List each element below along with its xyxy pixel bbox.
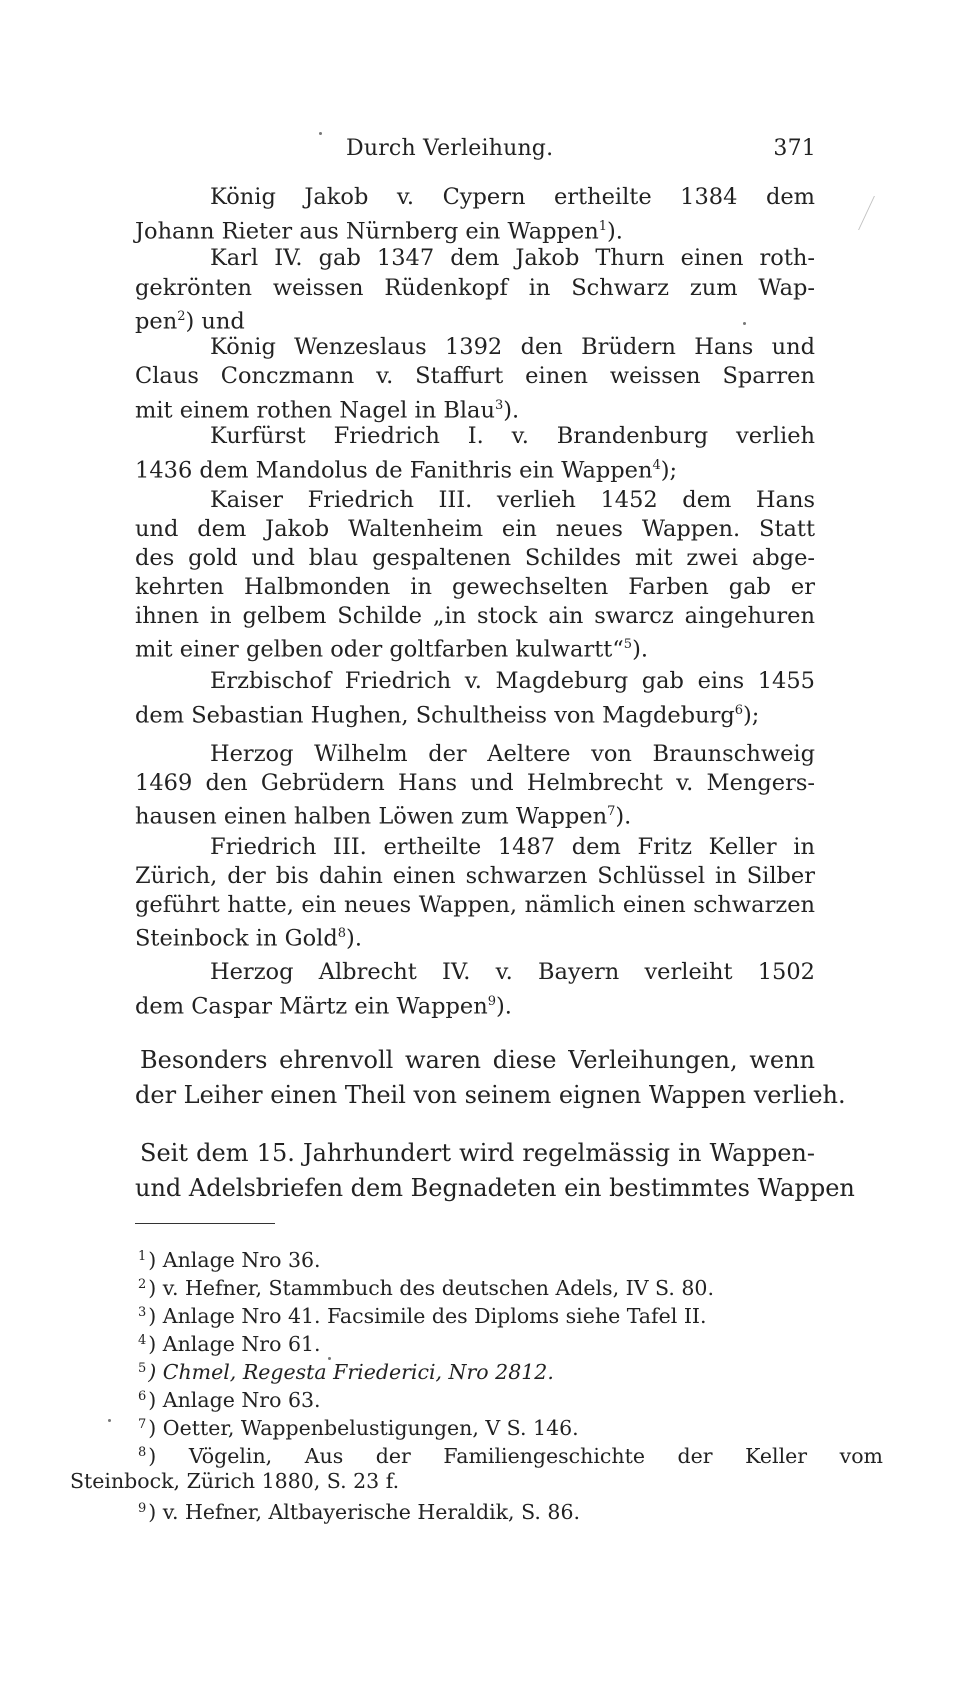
- footnote-text: ) Anlage Nro 63.: [148, 1388, 321, 1412]
- text-line: geführt hatte, ein neues Wappen, nämlich einen schwarzen: [135, 892, 815, 918]
- footnote-text: ) Vögelin, Aus der Familiengeschichte der Keller vom: [148, 1444, 883, 1468]
- footnote-text: ) v. Hefner, Stammbuch des deutschen Adels, IV S. 80.: [148, 1276, 714, 1300]
- footnote-mark: 3: [138, 1305, 147, 1320]
- text-line: [135, 987, 815, 1022]
- footnote-ref: 7: [607, 804, 616, 819]
- text-span: 1436 dem Mandolus de Fanithris ein Wappen: [135, 457, 653, 484]
- footnote-mark: 7: [138, 1417, 147, 1432]
- footnote-mark: 1: [138, 1249, 147, 1264]
- text-span: ).: [503, 397, 520, 424]
- text-line: Claus Conczmann v. Staffurt einen weissen Sparren: [135, 363, 815, 389]
- footnote: [138, 1440, 883, 1469]
- text-line: [135, 212, 815, 247]
- text-line: Friedrich III. ertheilte 1487 dem Fritz Keller in: [210, 834, 815, 860]
- text-span: dem Sebastian Hughen, Schultheiss von Magdeburg: [135, 702, 735, 729]
- text-span: ).: [346, 925, 362, 952]
- footnote-continuation: Steinbock, Zürich 1880, S. 23 f.: [70, 1469, 400, 1493]
- text-line: [135, 919, 815, 954]
- footnote-ref: 3: [494, 398, 504, 413]
- text-span: dem Caspar Märtz ein Wappen: [135, 993, 488, 1020]
- text-line: und dem Jakob Waltenheim ein neues Wappen. Statt: [135, 516, 815, 542]
- text-line: 1469 den Gebrüdern Hans und Helmbrecht v. Mengers-: [135, 770, 815, 796]
- text-span: );: [743, 702, 760, 729]
- footnote: [138, 1272, 714, 1301]
- print-speck: [319, 132, 322, 135]
- text-span: pen: [135, 308, 178, 335]
- text-line: Zürich, der bis dahin einen schwarzen Schlüssel in Silber: [135, 863, 815, 889]
- text-span: ).: [615, 803, 632, 830]
- footnote-mark: 6: [138, 1389, 147, 1404]
- text-span: mit einem rothen Nagel in Blau: [135, 397, 495, 424]
- text-line: Kurfürst Friedrich I. v. Brandenburg verlieh: [210, 423, 815, 449]
- footnote-ref: 6: [734, 703, 744, 718]
- text-span: Steinbock in Gold: [135, 925, 338, 952]
- text-line: [135, 630, 815, 665]
- footnote: [138, 1356, 554, 1385]
- footnote-text: ) Chmel, Regesta Friederici, Nro 2812.: [148, 1360, 554, 1384]
- margin-pencil-mark: [858, 196, 895, 230]
- footnote: [138, 1328, 321, 1357]
- footnote-text: ) Anlage Nro 61.: [148, 1332, 321, 1356]
- text-line: König Wenzeslaus 1392 den Brüdern Hans und: [210, 334, 815, 360]
- footnote-ref: 4: [652, 458, 661, 473]
- footnote-mark: 5: [138, 1361, 147, 1376]
- text-span: hausen einen halben Löwen zum Wappen: [135, 803, 608, 830]
- footnote: [138, 1496, 580, 1525]
- text-line: Erzbischof Friedrich v. Magdeburg gab eins 1455: [210, 668, 815, 694]
- text-span: ).: [632, 636, 649, 663]
- footnote-mark: 9: [138, 1501, 147, 1516]
- footnote: [138, 1384, 321, 1413]
- text-line: [135, 696, 815, 731]
- footnote-text: ) Anlage Nro 41. Facsimile des Diploms siehe Tafel II.: [148, 1304, 707, 1328]
- text-span: ).: [496, 993, 512, 1020]
- footnote-ref: 2: [177, 309, 186, 324]
- footnote-text: ) v. Hefner, Altbayerische Heraldik, S. 86.: [148, 1500, 581, 1524]
- footnote-mark: 4: [138, 1333, 147, 1348]
- print-speck: [328, 1357, 331, 1360]
- text-line: Besonders ehrenvoll waren diese Verleihungen, wenn: [140, 1046, 815, 1074]
- text-span: );: [660, 457, 678, 484]
- text-line: Herzog Wilhelm der Aeltere von Braunschweig: [210, 741, 815, 767]
- page-number: 371: [773, 136, 816, 161]
- footnote-divider: [135, 1223, 275, 1224]
- text-span: ) und: [185, 308, 245, 335]
- text-line: der Leiher einen Theil von seinem eignen Wappen verlieh.: [135, 1081, 846, 1109]
- footnote-ref: 9: [487, 994, 496, 1009]
- footnote-mark: 8: [138, 1445, 147, 1460]
- text-line: [135, 797, 815, 832]
- text-line: König Jakob v. Cypern ertheilte 1384 dem: [210, 184, 815, 210]
- text-line: kehrten Halbmonden in gewechselten Farben gab er: [135, 574, 815, 600]
- text-line: Karl IV. gab 1347 dem Jakob Thurn einen roth-: [210, 245, 815, 271]
- footnote-ref: 1: [598, 219, 608, 234]
- text-line: Herzog Albrecht IV. v. Bayern verleiht 1502: [210, 959, 815, 985]
- footnote: [138, 1412, 579, 1441]
- text-line: [135, 451, 815, 486]
- footnote-ref: 5: [623, 637, 633, 652]
- footnote: [138, 1244, 321, 1273]
- text-line: gekrönten weissen Rüdenkopf in Schwarz zum Wap-: [135, 275, 815, 301]
- print-speck: [108, 1419, 111, 1422]
- footnote-text: ) Oetter, Wappenbelustigungen, V S. 146.: [148, 1416, 579, 1440]
- text-line: des gold und blau gespaltenen Schildes mit zwei abge-: [135, 545, 815, 571]
- footnote-mark: 2: [138, 1277, 147, 1292]
- text-line: und Adelsbriefen dem Begnadeten ein bestimmtes Wappen: [135, 1174, 855, 1202]
- text-span: mit einer gelben oder goltfarben kulwartt“: [135, 636, 624, 663]
- text-span: Johann Rieter aus Nürnberg ein Wappen: [135, 218, 599, 245]
- text-span: ).: [607, 218, 623, 245]
- footnote-text: ) Anlage Nro 36.: [148, 1248, 321, 1272]
- text-line: Seit dem 15. Jahrhundert wird regelmässig in Wappen-: [140, 1139, 815, 1167]
- footnote: [138, 1300, 707, 1329]
- footnote-ref: 8: [337, 926, 347, 941]
- text-line: ihnen in gelbem Schilde „in stock ain swarcz aingehuren: [135, 603, 815, 629]
- print-speck: [743, 322, 746, 325]
- text-line: Kaiser Friedrich III. verlieh 1452 dem Hans: [210, 487, 815, 513]
- running-title: Durch Verleihung.: [346, 136, 554, 161]
